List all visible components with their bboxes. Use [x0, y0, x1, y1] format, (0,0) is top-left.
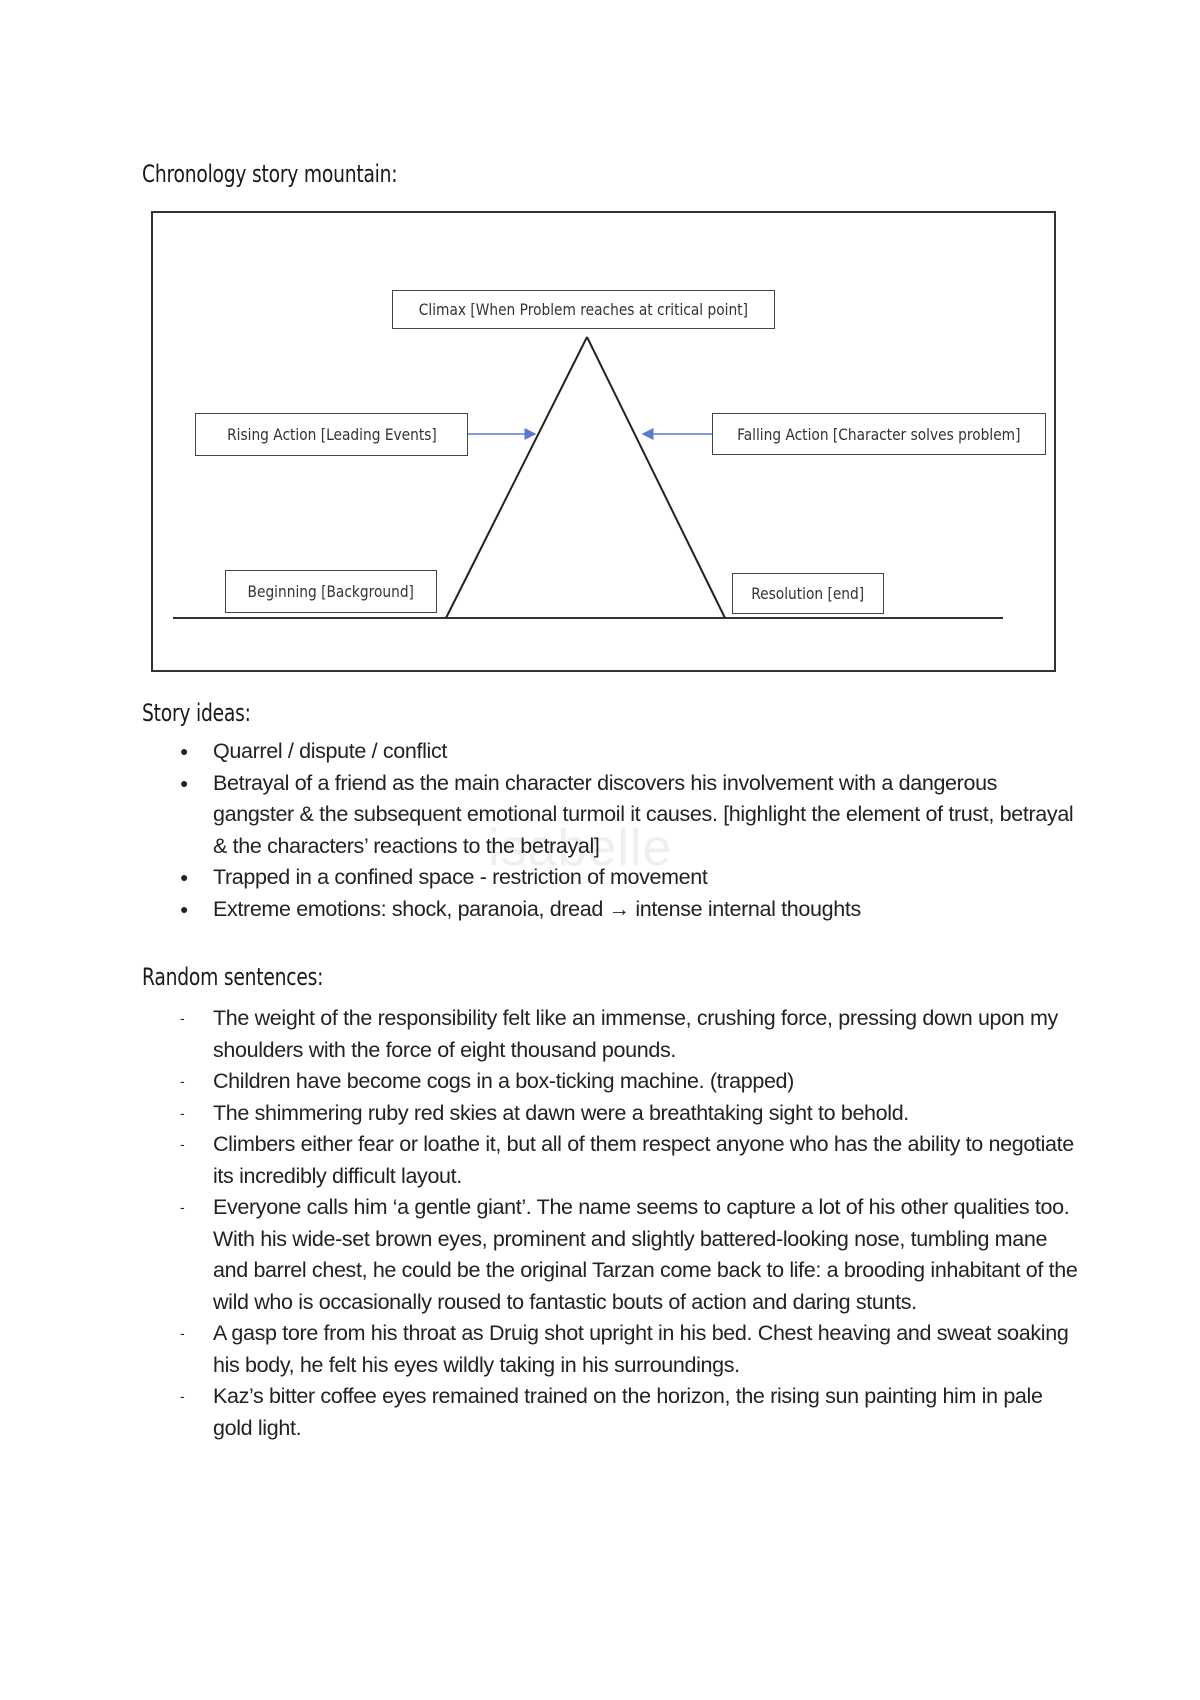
falling-action-box — [712, 413, 1046, 455]
random-sentences-list — [168, 1003, 1078, 1444]
climax-box — [392, 290, 775, 329]
list-item — [168, 736, 1078, 768]
list-item-text: Trapped in a confined space - restriction of movement — [213, 865, 708, 889]
rising-action-label: Rising Action [Leading Events] — [226, 425, 437, 444]
watermark: isabelle — [488, 819, 673, 877]
story-ideas-heading: Story ideas: — [142, 699, 251, 727]
chronology-heading: Chronology story mountain: — [142, 160, 398, 188]
beginning-label: Beginning [Background] — [247, 582, 415, 601]
list-item — [168, 894, 1078, 926]
list-item — [168, 1003, 1078, 1066]
dash-marker: - — [180, 1199, 185, 1215]
list-item — [168, 1381, 1078, 1444]
dash-marker: - — [180, 1104, 185, 1121]
list-item — [168, 1318, 1078, 1381]
beginning-box — [225, 570, 437, 613]
climax-label: Climax [When Problem reaches at critical point] — [418, 300, 749, 319]
resolution-box — [732, 573, 884, 614]
list-item-text: Quarrel / dispute / conflict — [213, 739, 447, 763]
list-item — [168, 1129, 1078, 1192]
mountain-right-slope — [587, 337, 725, 618]
bullet-marker: ● — [180, 774, 189, 791]
dash-marker: - — [180, 1325, 185, 1341]
resolution-label: Resolution [end] — [751, 584, 865, 603]
list-item — [168, 1192, 1078, 1318]
bullet-marker: ● — [180, 869, 189, 885]
list-item-text: Betrayal of a friend as the main character discovers his involvement with a dangerous gangster & the subsequent emotional turmoil it causes. [highlight the element of trust, betrayal & the characters’ reactions to the betrayal] — [213, 770, 1074, 858]
list-item-text: Everyone calls him ‘a gentle giant’. The name seems to capture a lot of his other qualities too. With his wide-set brown eyes, prominent and slightly battered-looking nose, tumbling mane and barrel chest, he could be the original Tarzan come back to life: a brooding inhabitant of the wild who is occasionally roused to fantastic bouts of action and daring stunts. — [213, 1195, 1078, 1314]
list-item-text: Children have become cogs in a box-ticking machine. (trapped) — [213, 1069, 794, 1093]
list-item-text: Kaz’s bitter coffee eyes remained trained on the horizon, the rising sun painting him in pale gold light. — [213, 1384, 1043, 1440]
rising-action-box — [195, 413, 468, 456]
mountain-left-slope — [446, 337, 587, 618]
falling-action-label: Falling Action [Character solves problem] — [737, 424, 1021, 444]
dash-marker: - — [180, 1010, 185, 1026]
list-item — [168, 1098, 1078, 1130]
list-item-text: Climbers either fear or loathe it, but all of them respect anyone who has the ability to negotiate its incredibly difficult layout. — [213, 1132, 1074, 1188]
list-item-text: Extreme emotions: shock, paranoia, dread → intense internal thoughts — [213, 896, 861, 921]
dash-marker: - — [180, 1073, 185, 1089]
dash-marker: - — [180, 1388, 185, 1404]
list-item-text: The weight of the responsibility felt like an immense, crushing force, pressing down upon my shoulders with the force of eight thousand pounds. — [213, 1006, 1058, 1062]
random-sentences-heading: Random sentences: — [142, 963, 324, 991]
story-mountain-diagram — [151, 211, 1056, 672]
list-item-text: The shimmering ruby red skies at dawn were a breathtaking sight to behold. — [213, 1100, 909, 1125]
dash-marker: - — [180, 1136, 185, 1152]
bullet-marker: ● — [180, 743, 189, 759]
list-item-text: A gasp tore from his throat as Druig shot upright in his bed. Chest heaving and sweat soaking his body, he felt his eyes wildly taking in his surroundings. — [213, 1321, 1069, 1377]
bullet-marker: ● — [180, 900, 189, 917]
list-item — [168, 1066, 1078, 1098]
